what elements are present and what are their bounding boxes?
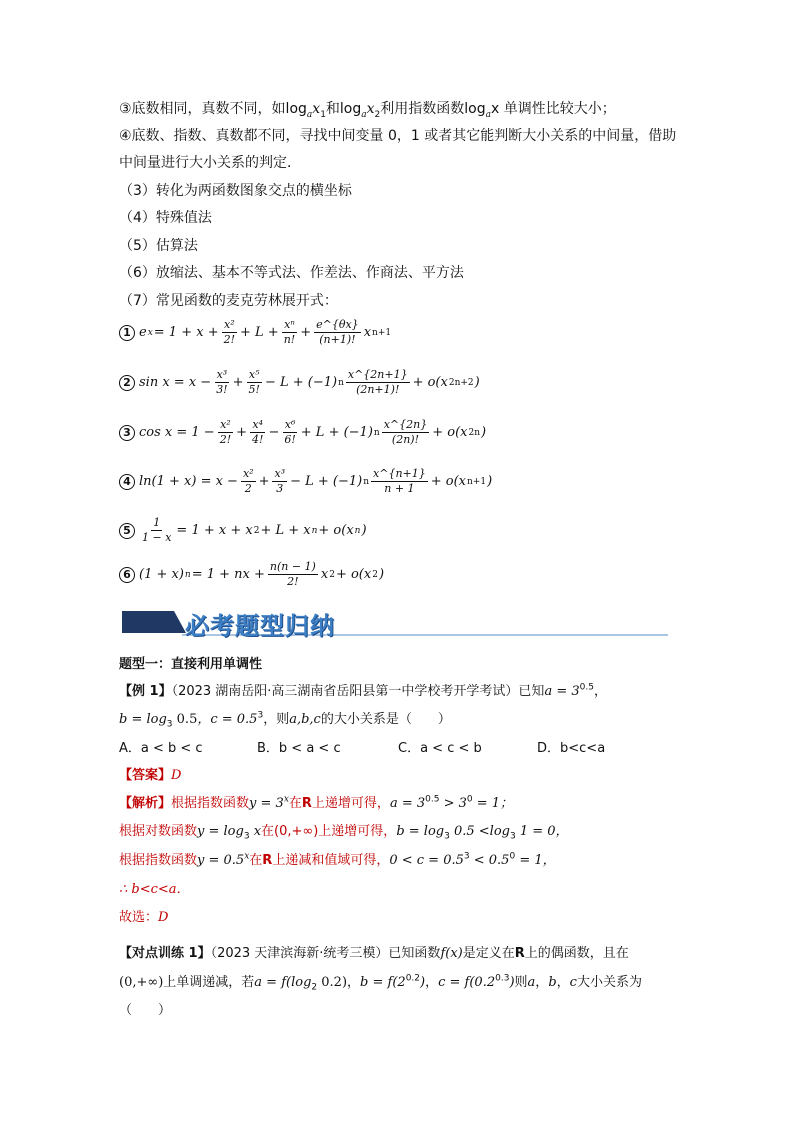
option-c: C．a < c < b [398, 741, 482, 756]
circled-number: 4 [119, 474, 135, 490]
training-1-line-2: (0,+∞)上单调递减，若$a = f(\log_2$ 0.2)，$b = f(2^{0.2})$，$c = f(0.2^{0.3})$则a，b，c大小关系为 [119, 973, 642, 993]
method-4: （4）特殊值法 [119, 210, 212, 226]
formula-binomial: 6 (1 + x) n = 1 + nx + $\frac{n(n - 1)}{2!}$ x 2 + o(x 2 ) [119, 560, 385, 589]
text-line-4: ④底数、指数、真数都不同，寻找中间变量 0，1 或者其它能判断大小关系的中间量，借助 [119, 128, 677, 144]
option-a: A．a < b < c [119, 741, 203, 756]
answer-line: 【答案】D [119, 768, 182, 783]
circled-number: 6 [119, 567, 135, 583]
formula-exp: 1 e x = 1 + x + $\frac{\text{x²}}{2!}$ + L + $\frac{\text{xⁿ}}{n!}$ + $\frac{e\^{}\{\theta x\}}{(n+1)!}$ x n+1 [119, 318, 391, 347]
example-1-line-1: 【例 1】（2023 湖南岳阳·高三湖南省岳阳县第一中学校考开学考试）已知$a = 3^{0.5}$， [119, 682, 607, 699]
solution-line-2: 根据对数函数$y = \log_3 x$在(0,+∞)上递增可得，$b = \log_3 0.5 <\log_3$ 1 = 0， [119, 824, 569, 842]
circled-number: 1 [119, 325, 135, 341]
option-b: B．b < a < c [257, 741, 341, 756]
training-1-line-3: （ ） [119, 1003, 172, 1018]
circled-number: 3 [119, 425, 135, 441]
option-d: D．b<c<a [537, 741, 606, 756]
training-1-line-1: 【对点训练 1】（2023 天津滨海新·统考三模）已知函数f(x)是定义在R上的偶函数，且在 [119, 946, 629, 961]
formula-sin: 2 sin x = x − $\frac{\text{x³}}{3!}$ + $\frac{\text{x⁵}}{5!}$ − L + (−1) n $\frac{x\^{}\{2n+1\}}{(2n+1)!}$ + o(x 2n+2 ) [119, 368, 481, 397]
circled-number: 2 [119, 375, 135, 391]
method-7: （7）常见函数的麦克劳林展开式： [119, 293, 338, 309]
method-5: （5）估算法 [119, 238, 198, 254]
formula-ln: 4 ln(1 + x) = x − $\frac{\text{x²}}{2}$ + $\frac{\text{x³}}{3}$ − L + (−1) n $\frac{x\^{}\{n+1\}}{n + 1}$ + o(x n+1 ) [119, 467, 493, 496]
method-3: （3）转化为两函数图象交点的横坐标 [119, 183, 352, 199]
circled-number: 5 [119, 523, 135, 539]
solution-line-1: 【解析】根据指数函数$y = 3^x$在R上递增可得，$a = 3^{0.5} > 3^0 = 1$； [119, 794, 514, 811]
banner-bar-shape [122, 611, 186, 633]
method-6: （6）放缩法、基本不等式法、作差法、作商法、平方法 [119, 265, 464, 281]
banner-title: 必考题型归纳 [185, 611, 335, 640]
question-type-title: 题型一：直接利用单调性 [119, 657, 263, 672]
solution-line-5: 故选：D [119, 910, 169, 925]
text-line-3: ③底数相同，真数不同，如$\log_ax_1$和$\log_ax_2$利用指数函数$\log_ax$ 单调性比较大小； [119, 101, 616, 120]
formula-cos: 3 cos x = 1 − $\frac{\text{x²}}{2!}$ + $\frac{\text{x⁴}}{4!}$ − $\frac{\text{x⁶}}{6!}$ + L + (−1) n $\frac{x\^{}\{2n\}}{(2n)!}$ + o(x 2n ) [119, 418, 487, 447]
example-1-line-2: $b = \log_3 0.5$，$c = 0.5^3$，则a,b,c的大小关系是（ ） [119, 710, 451, 730]
solution-line-3: 根据指数函数$y = 0.5^x$在R上递减和值域可得，$0 < c = 0.5^3 < 0.5^0 = 1$， [119, 851, 556, 868]
text-line-4-cont: 中间量进行大小关系的判定． [119, 155, 301, 171]
solution-line-4: ∴ b<c<a． [119, 882, 190, 897]
formula-geometric: 5 $\frac{1}{1 - x}$ = 1 + x + x 2 + L + x n + o(x n ) [119, 516, 368, 545]
